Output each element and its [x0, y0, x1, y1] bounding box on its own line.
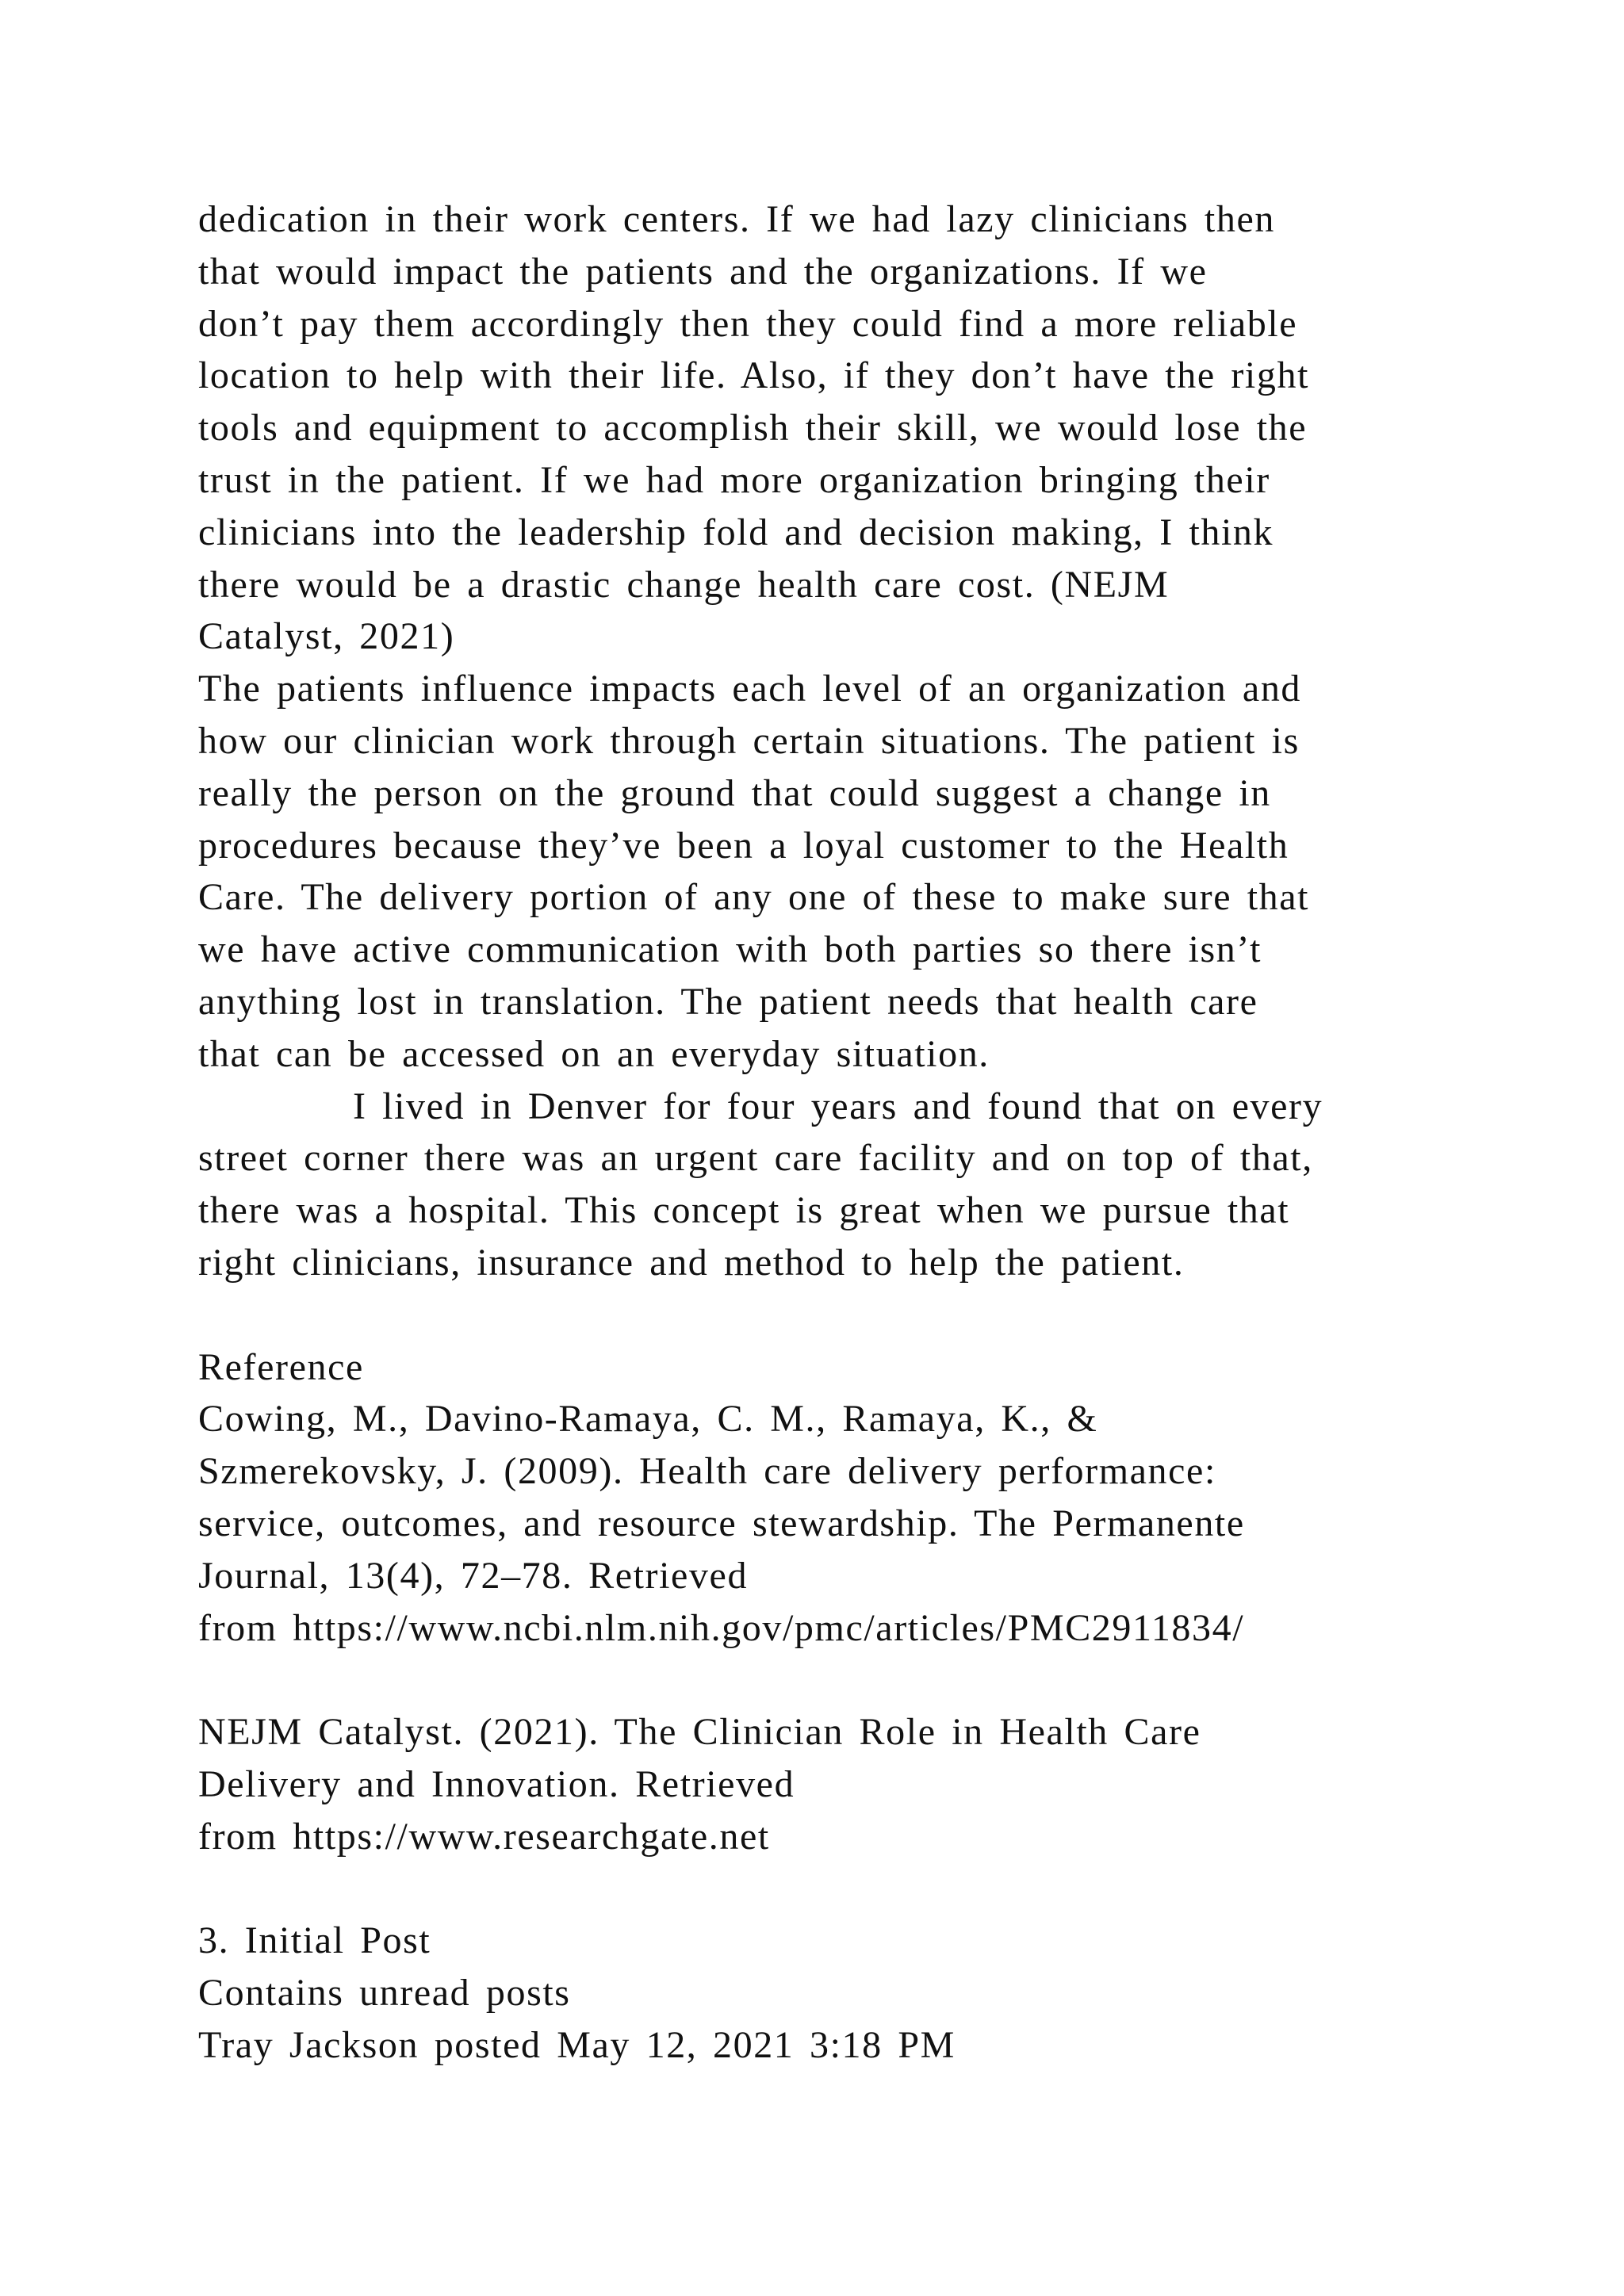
paragraph-clinician-dedication [198, 193, 1451, 663]
text-line: tools and equipment to accomplish their skill, we would lose the [198, 407, 1308, 450]
reference-url: from https://www.researchgate.net [198, 1815, 770, 1858]
text-line: don’t pay them accordingly then they could find a more reliable [198, 302, 1298, 345]
text-line: The patients influence impacts each level of an organization and [198, 668, 1302, 710]
text-line: NEJM Catalyst. (2021). The Clinician Role in Health Care [198, 1711, 1201, 1754]
text-line: anything lost in translation. The patient needs that health care [198, 980, 1258, 1023]
text-line: that would impact the patients and the organizations. If we [198, 250, 1208, 293]
text-line: that can be accessed on an everyday situation. [198, 1032, 990, 1075]
text-line: Care. The delivery portion of any one of these to make sure that [198, 876, 1310, 919]
text-line: Szmerekovsky, J. (2009). Health care delivery performance: [198, 1450, 1216, 1493]
unread-status: Contains unread posts [198, 1972, 571, 2015]
text-line: street corner there was an urgent care facility and on top of that, [198, 1137, 1313, 1180]
post-title: 3. Initial Post [198, 1919, 431, 1962]
spacer [198, 1289, 1451, 1341]
document-text [198, 193, 1451, 2072]
reference-entry-nejm [198, 1706, 1451, 1862]
text-line: there would be a drastic change health care cost. (NEJM [198, 563, 1170, 606]
text-line: Catalyst, 2021) [198, 615, 455, 658]
text-line: right clinicians, insurance and method to help the patient. [198, 1241, 1185, 1284]
reference-heading: Reference [198, 1345, 364, 1388]
spacer [198, 1863, 1451, 1915]
text-line: service, outcomes, and resource stewardship. The Permanente [198, 1502, 1245, 1544]
text-line: Cowing, M., Davino-Ramaya, C. M., Ramaya, K., & [198, 1398, 1098, 1441]
text-line: really the person on the ground that could suggest a change in [198, 771, 1271, 814]
reference-url: from https://www.ncbi.nlm.nih.gov/pmc/articles/PMC2911834/ [198, 1606, 1245, 1649]
reference-entry-cowing [198, 1393, 1451, 1654]
post-header [198, 1915, 1451, 2071]
spacer [198, 1654, 1451, 1706]
text-line: trust in the patient. If we had more organization bringing their [198, 458, 1270, 501]
text-line: there was a hospital. This concept is great when we pursue that [198, 1189, 1290, 1232]
text-line: Journal, 13(4), 72–78. Retrieved [198, 1554, 749, 1597]
paragraph-denver [198, 1081, 1451, 1289]
post-author-line: Tray Jackson posted May 12, 2021 3:18 PM [198, 2023, 956, 2066]
text-line: dedication in their work centers. If we had lazy clinicians then [198, 198, 1275, 240]
text-line: procedures because they’ve been a loyal customer to the Health [198, 824, 1289, 867]
text-line: clinicians into the leadership fold and decision making, I think [198, 511, 1274, 553]
text-line: location to help with their life. Also, if they don’t have the right [198, 354, 1310, 397]
text-line: Delivery and Innovation. Retrieved [198, 1762, 795, 1805]
paragraph-patient-influence [198, 663, 1451, 1080]
text-line: how our clinician work through certain situations. The patient is [198, 719, 1300, 762]
text-line: we have active communication with both parties so there isn’t [198, 928, 1262, 971]
text-line: I lived in Denver for four years and found that on every [353, 1085, 1323, 1127]
